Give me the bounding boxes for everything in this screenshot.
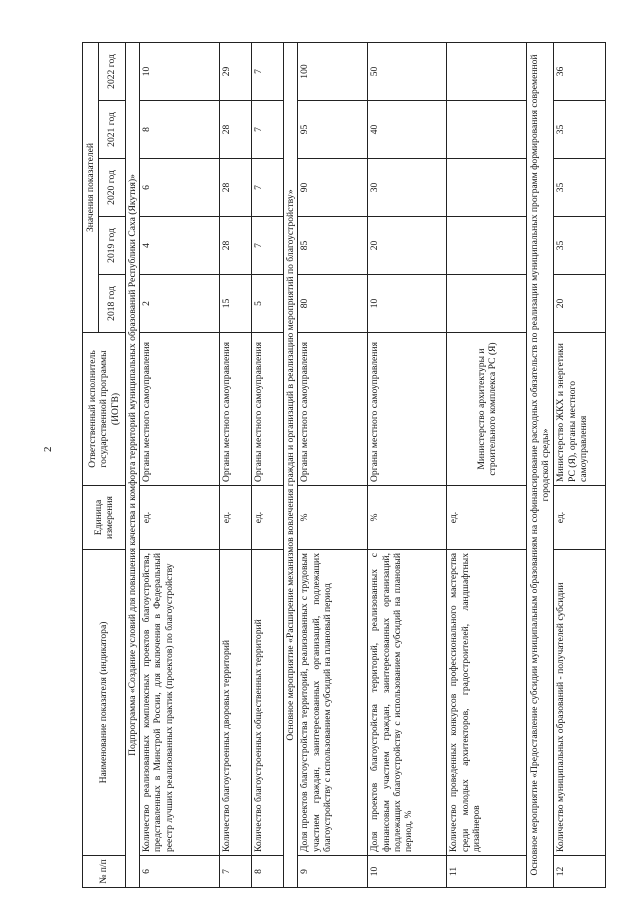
row-num: 6: [140, 856, 220, 888]
row-executor: Органы местного самоуправления: [140, 333, 220, 486]
row-value: 95: [298, 101, 368, 159]
row-value: 8: [140, 101, 220, 159]
row-value: 30: [368, 159, 447, 217]
row-value: 5: [252, 275, 284, 333]
row-num: 11: [447, 856, 527, 888]
row-value: 28: [220, 101, 252, 159]
row-value: 20: [368, 217, 447, 275]
row-value: 6: [140, 159, 220, 217]
row-value: 10: [368, 275, 447, 333]
row-executor: Органы местного самоуправления: [252, 333, 284, 486]
row-name: Доля проектов благоустройства территорий, реализованных с финансовым участием граждан, заинтересованных организаций, подлежащих благоустройству с использованием субсидий на плановый период, %: [368, 550, 447, 856]
row-value: 36: [554, 42, 606, 100]
row-value: [447, 275, 527, 333]
row-value: 7: [252, 101, 284, 159]
header-year: 2018 год: [99, 275, 126, 333]
row-value: [447, 217, 527, 275]
row-unit: ед.: [554, 486, 606, 550]
row-name: Количество благоустроенных дворовых территорий: [220, 550, 252, 856]
row-value: 90: [298, 159, 368, 217]
row-name: Количество реализованных комплексных проектов благоустройства, представленных в Минстрой России, для включения в Федеральный реестр лучших реализованных практик (проектов) по благоустройству: [140, 550, 220, 856]
header-name: Наименование показателя (индикатора): [83, 550, 126, 856]
table-row: [368, 42, 447, 887]
row-num: 7: [220, 856, 252, 888]
row-value: [447, 101, 527, 159]
row-value: 28: [220, 217, 252, 275]
section-title: Основное мероприятие «Расширение механизмов вовлечения граждан и организаций в реализацию мероприятий по благоустройству»: [284, 42, 298, 887]
row-value: 7: [252, 42, 284, 100]
table-row: [447, 42, 527, 887]
row-executor: Министерство архитектуры и строительного комплекса РС (Я): [447, 333, 527, 486]
row-value: 100: [298, 42, 368, 100]
row-name: Количество благоустроенных общественных территорий: [252, 550, 284, 856]
row-num: 12: [554, 856, 606, 888]
indicators-table: [82, 42, 606, 888]
row-value: 50: [368, 42, 447, 100]
table-row: [554, 42, 606, 887]
section-title: Подпрограмма «Создание условий для повышения качества и комфорта территорий муниципальных образований Республики Саха (Якутия)»: [126, 42, 140, 887]
row-executor: Органы местного самоуправления: [368, 333, 447, 486]
row-executor: Органы местного самоуправления: [220, 333, 252, 486]
row-value: 7: [252, 217, 284, 275]
row-num: 8: [252, 856, 284, 888]
row-value: 35: [554, 217, 606, 275]
header-values: Значения показателей: [83, 42, 99, 332]
row-value: 20: [554, 275, 606, 333]
row-value: [447, 159, 527, 217]
row-num: 10: [368, 856, 447, 888]
row-value: 85: [298, 217, 368, 275]
row-value: 7: [252, 159, 284, 217]
rotated-page: [82, 43, 592, 888]
header-executor: Ответственный исполнитель государственной программы (ИОГВ): [83, 333, 126, 486]
header-num: № п/п: [83, 856, 126, 888]
row-unit: ед.: [252, 486, 284, 550]
row-value: [447, 42, 527, 100]
table-row: [298, 42, 368, 887]
row-unit: ед.: [447, 486, 527, 550]
row-num: 9: [298, 856, 368, 888]
header-year: 2019 год: [99, 217, 126, 275]
table-row: [140, 42, 220, 887]
row-unit: ед.: [140, 486, 220, 550]
header-year: 2021 год: [99, 101, 126, 159]
row-unit: %: [368, 486, 447, 550]
page-number: 2: [42, 446, 54, 452]
row-unit: ед.: [220, 486, 252, 550]
row-name: Количество муниципальных образований - получателей субсидии: [554, 550, 606, 856]
row-value: 10: [140, 42, 220, 100]
row-unit: %: [298, 486, 368, 550]
row-executor: Органы местного самоуправления: [298, 333, 368, 486]
row-value: 35: [554, 159, 606, 217]
row-name: Количество проведенных конкурсов профессионального мастерства среди молодых архитекторов, градостроителей, ландшафтных дизайнеров: [447, 550, 527, 856]
header-unit: Единица измерения: [83, 486, 126, 550]
row-name: Доля проектов благоустройства территорий, реализованных с трудовым участием граждан, заинтересованных организаций, подлежащих благоустройству с использованием субсидий на плановый период: [298, 550, 368, 856]
row-value: 28: [220, 159, 252, 217]
table-row: [252, 42, 284, 887]
header-year: 2022 год: [99, 42, 126, 100]
row-value: 80: [298, 275, 368, 333]
row-value: 15: [220, 275, 252, 333]
row-value: 40: [368, 101, 447, 159]
header-year: 2020 год: [99, 159, 126, 217]
table-row: [220, 42, 252, 887]
row-executor: Министерство ЖКХ и энергетики РС (Я), органы местного самоуправления: [554, 333, 606, 486]
row-value: 4: [140, 217, 220, 275]
row-value: 35: [554, 101, 606, 159]
section-title: Основное мероприятие «Предоставление субсидии муниципальным образованиям на софинансирование расходных обязательств по реализации муниципальных программ формирования современной городской среды»: [527, 42, 554, 887]
row-value: 2: [140, 275, 220, 333]
row-value: 29: [220, 42, 252, 100]
